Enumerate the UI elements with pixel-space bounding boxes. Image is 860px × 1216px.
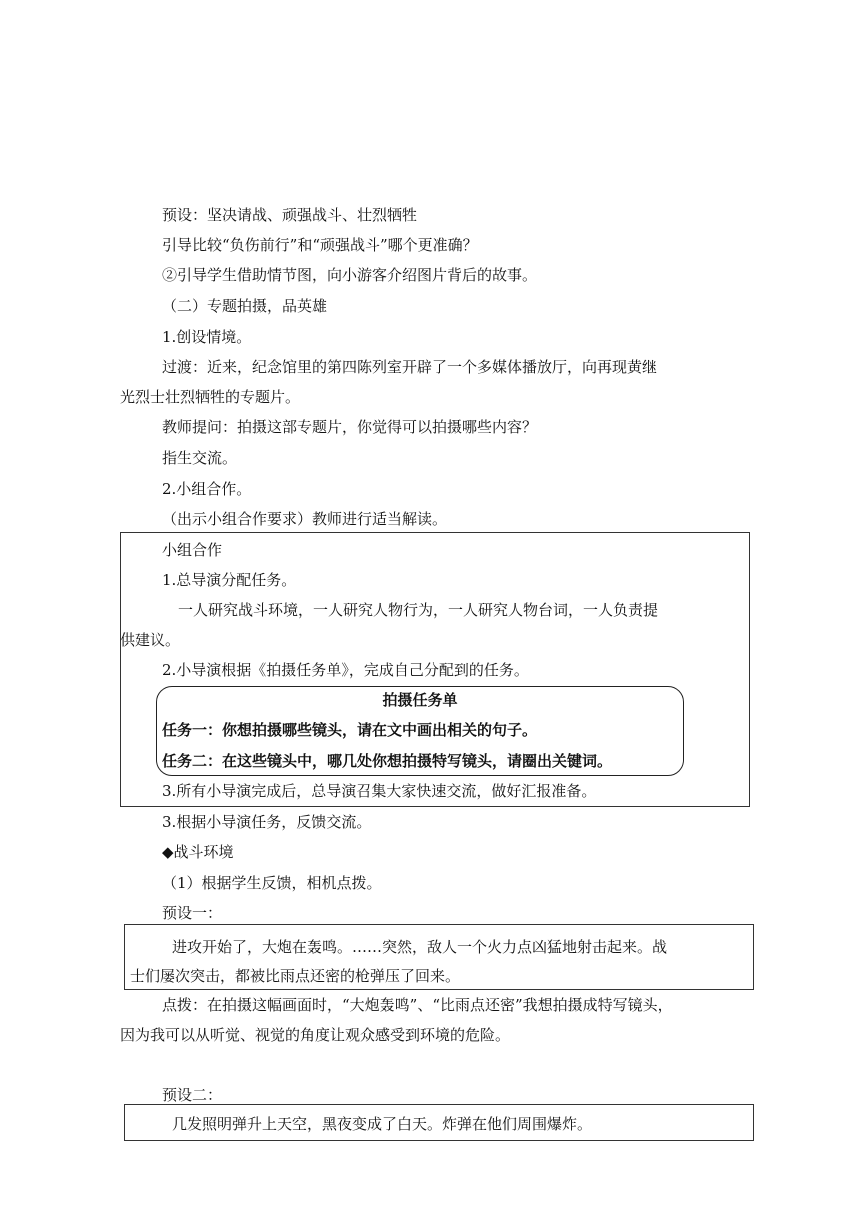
feedback-line: （1）根据学生反馈，相机点拨。 [162, 874, 382, 892]
step-3-heading: 3.根据小导演任务，反馈交流。 [162, 813, 372, 831]
group-item-1-desc-cont: 供建议。 [120, 631, 181, 649]
step-1-heading: 1.创设情境。 [162, 328, 252, 346]
quote-one-line-1: 进攻开始了，大炮在轰鸣。……突然，敌人一个火力点凶猛地射击起来。战 [172, 938, 668, 956]
battle-environment-heading: ◆战斗环境 [162, 843, 234, 861]
group-box-title: 小组合作 [162, 541, 223, 559]
quote-one-line-2: 士们屡次突击，都被比雨点还密的枪弹压了回来。 [130, 967, 461, 985]
quote-two-line: 几发照明弹升上天空，黑夜变成了白天。炸弹在他们周围爆炸。 [172, 1115, 593, 1133]
compare-line: 引导比较“负伤前行”和“顽强战斗”哪个更准确？ [162, 236, 478, 254]
preset-one-label: 预设一： [162, 904, 223, 922]
preset-two-label: 预设二： [162, 1086, 223, 1104]
group-item-2: 2.小导演根据《拍摄任务单》，完成自己分配到的任务。 [162, 661, 529, 679]
step-2-heading: 2.小组合作。 [162, 480, 252, 498]
student-exchange: 指生交流。 [162, 449, 238, 467]
requirement-line: （出示小组合作要求）教师进行适当解读。 [162, 510, 448, 528]
group-item-3: 3.所有小导演完成后，总导演召集大家快速交流，做好汇报准备。 [162, 782, 597, 800]
group-item-1-desc: 一人研究战斗环境，一人研究人物行为，一人研究人物台词，一人负责提 [178, 601, 659, 619]
preset-line: 预设：坚决请战、顽强战斗、壮烈牺牲 [162, 206, 418, 224]
transition-line: 过渡：近来，纪念馆里的第四陈列室开辟了一个多媒体播放厅，向再现黄继 [162, 358, 658, 376]
task-sheet-title: 拍摄任务单 [382, 691, 458, 709]
comment-line-cont: 因为我可以从听觉、视觉的角度让观众感受到环境的危险。 [120, 1026, 511, 1044]
guide-line: ②引导学生借助情节图，向小游客介绍图片背后的故事。 [162, 266, 538, 284]
task-two: 任务二：在这些镜头中，哪几处你想拍摄特写镜头，请圈出关键词。 [162, 752, 613, 770]
section-heading: （二）专题拍摄，品英雄 [162, 297, 328, 315]
teacher-question: 教师提问：拍摄这部专题片，你觉得可以拍摄哪些内容？ [162, 418, 538, 436]
transition-line-cont: 光烈士壮烈牺牲的专题片。 [120, 388, 301, 406]
task-one: 任务一：你想拍摄哪些镜头，请在文中画出相关的句子。 [162, 721, 538, 739]
comment-line: 点拨：在拍摄这幅画面时，“大炮轰鸣”、“比雨点还密”我想拍摄成特写镜头， [162, 996, 673, 1014]
group-item-1: 1.总导演分配任务。 [162, 571, 297, 589]
